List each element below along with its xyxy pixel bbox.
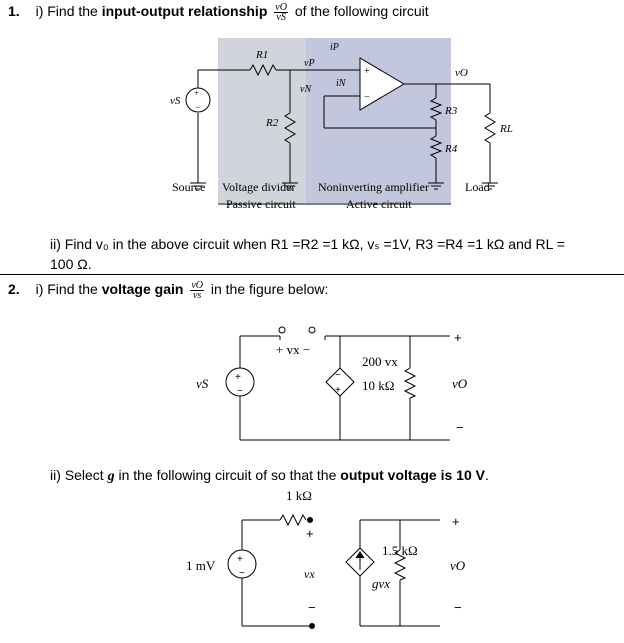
label-vo2: vO	[452, 376, 468, 391]
q1-bold-text: input-output relationship	[101, 3, 268, 19]
label-vo3: vO	[450, 558, 466, 573]
q2-ii-end: .	[484, 467, 489, 483]
label-1k: 1 kΩ	[286, 488, 312, 503]
q2-heading	[8, 280, 328, 300]
q1-text-after: of the following circuit	[294, 3, 429, 19]
q2-ii-bold: output voltage is 10 V	[340, 467, 485, 483]
q2-fraction	[190, 281, 204, 300]
label-vx: + vx −	[276, 342, 311, 357]
label-ip: iP	[330, 42, 339, 53]
q1-part-i-label: i)	[35, 3, 44, 19]
vs2-minus: −	[237, 386, 243, 397]
label-r4: R4	[445, 143, 458, 155]
vo2-plus: +	[454, 330, 462, 345]
caption-passive: Passive circuit	[226, 197, 296, 211]
opamp-plus: +	[364, 66, 370, 77]
label-10k: 10 kΩ	[362, 378, 395, 393]
q1-part-ii-line2: 100 Ω.	[50, 256, 92, 272]
opamp-minus: −	[364, 92, 370, 103]
vs-minus: −	[195, 102, 201, 112]
q2-ii-middle: in the following circuit of so that the	[118, 467, 337, 483]
q1-part-ii-line1: ii) Find v₀ in the above circuit when R1 =R2 =1 kΩ, vₛ =1V, R3 =R4 =1 kΩ and RL =	[50, 236, 565, 252]
q1-frac-den: vS	[276, 11, 286, 23]
q2-part-ii	[50, 466, 489, 486]
q2-text-before: Find the	[47, 281, 98, 297]
caption-divider: Voltage divider	[222, 180, 296, 194]
vo2-minus: −	[456, 420, 464, 435]
dep-minus: −	[335, 370, 341, 381]
src3-plus: +	[237, 554, 243, 565]
dep-plus: +	[335, 385, 341, 396]
q1-number: 1.	[8, 3, 20, 19]
label-r3: R3	[445, 105, 458, 117]
vx-plus: +	[306, 526, 314, 541]
q1-circuit-diagram	[160, 28, 520, 218]
vx-minus: −	[308, 600, 316, 615]
label-rl: RL	[500, 123, 513, 135]
vo3-minus: −	[454, 600, 462, 615]
label-in: iN	[336, 78, 346, 89]
caption-noninverting: Noninverting amplifier	[318, 180, 429, 194]
label-vo: vO	[455, 67, 468, 79]
caption-source: Source	[172, 180, 206, 194]
question-divider	[0, 274, 624, 275]
q1-heading	[8, 2, 429, 22]
q2-part-i-label: i)	[35, 281, 44, 297]
q2-number: 2.	[8, 281, 20, 297]
vs-plus: +	[194, 88, 200, 98]
q1-fraction	[274, 3, 288, 22]
label-r2: R2	[266, 117, 279, 129]
active-region	[306, 38, 451, 203]
caption-active: Active circuit	[346, 197, 412, 211]
q1-frac-num: vO	[275, 1, 287, 13]
q2-frac-num: vO	[191, 279, 203, 291]
caption-load: Load	[465, 180, 490, 194]
label-gvx: gvx	[372, 576, 391, 591]
q2-circuit2-diagram	[170, 488, 490, 638]
q1-text-before: Find the	[47, 3, 98, 19]
label-vs: vS	[170, 95, 181, 107]
label-vx3: vx	[304, 567, 315, 581]
q2-ii-before: ii) Select	[50, 467, 104, 483]
q2-bold-text: voltage gain	[101, 281, 184, 297]
label-r1: R1	[256, 49, 269, 61]
label-dep-value: 200 vx	[362, 354, 398, 369]
src3-minus: −	[239, 568, 245, 579]
vs2-plus: +	[235, 372, 241, 383]
q2-frac-den: vs	[192, 289, 202, 301]
vo3-plus: +	[452, 514, 460, 529]
label-vp: vP	[304, 58, 315, 69]
label-1mv: 1 mV	[186, 558, 216, 573]
q2-circuit1-diagram	[180, 318, 500, 448]
label-1.5k: 1.5 kΩ	[382, 543, 418, 558]
label-vn: vN	[300, 84, 312, 95]
q2-ii-g: g	[107, 469, 115, 484]
q2-text-after: in the figure below:	[210, 281, 329, 297]
label-vs2: vS	[196, 376, 209, 391]
